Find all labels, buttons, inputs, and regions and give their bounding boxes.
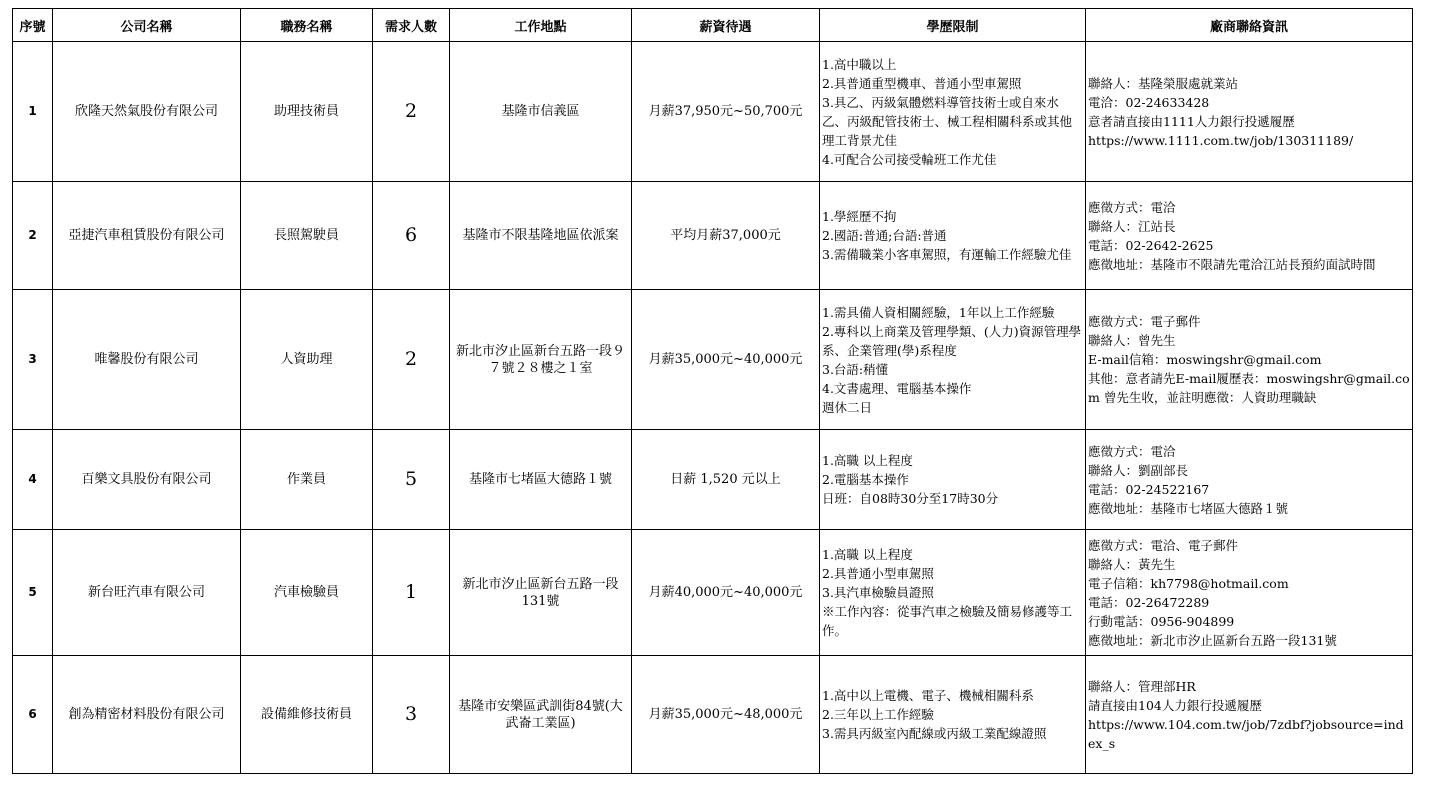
requirement-line: 1.高中以上電機、電子、機械相關科系 bbox=[822, 688, 1034, 703]
row-count: 2 bbox=[373, 42, 450, 182]
row-contact bbox=[1086, 656, 1413, 774]
row-salary: 月薪40,000元~40,000元 bbox=[632, 530, 820, 656]
requirement-line: 1.高中職以上 bbox=[822, 56, 897, 72]
row-salary: 月薪37,950元~50,700元 bbox=[632, 42, 820, 182]
requirement-line: 2.電腦基本操作 bbox=[822, 472, 909, 487]
requirement-line: 日班：自08時30分至17時30分 bbox=[822, 491, 999, 506]
contact-line: 應徵地址：基隆市不限請先電洽江站長預約面試時間 bbox=[1088, 256, 1376, 272]
row-seq: 3 bbox=[13, 290, 53, 430]
row-company: 欣隆天然氣股份有限公司 bbox=[53, 42, 241, 182]
header-title: 職務名稱 bbox=[241, 9, 373, 42]
requirement-line: 週休二日 bbox=[822, 399, 873, 415]
row-title: 汽車檢驗員 bbox=[241, 530, 373, 656]
contact-line: 應徵方式：電子郵件 bbox=[1088, 314, 1201, 329]
row-requirements bbox=[820, 182, 1086, 290]
row-contact bbox=[1086, 290, 1413, 430]
row-title: 長照駕駛員 bbox=[241, 182, 373, 290]
contact-line: 意者請直接由1111人力銀行投遞履歷 bbox=[1088, 113, 1295, 129]
job-table bbox=[12, 8, 1413, 774]
row-location: 新北市汐止區新台五路一段９７號２８樓之１室 bbox=[450, 290, 632, 430]
row-count: 5 bbox=[373, 430, 450, 530]
job-listing-sheet bbox=[12, 8, 1413, 774]
requirement-line: 2.具普通重型機車、普通小型車駕照 bbox=[822, 75, 1022, 91]
requirement-line: 4.可配合公司接受輪班工作尤佳 bbox=[822, 151, 997, 167]
contact-line: 電話：02-2642-2625 bbox=[1088, 237, 1214, 253]
contact-line: 應徵方式：電洽 bbox=[1088, 443, 1176, 459]
header-count: 需求人數 bbox=[373, 9, 450, 42]
contact-line: 應徵地址：新北市汐止區新台五路一段131號 bbox=[1088, 632, 1337, 648]
requirement-line: 2.專科以上商業及管理學類、(人力)資源管理學系、企業管理(學)系程度 bbox=[822, 323, 1082, 358]
row-title: 助理技術員 bbox=[241, 42, 373, 182]
table-row bbox=[13, 530, 1413, 656]
contact-url: https://www.104.com.tw/job/7zdbf?jobsource=index_s bbox=[1088, 716, 1404, 751]
contact-line: 聯絡人：基隆榮服處就業站 bbox=[1088, 75, 1239, 91]
row-requirements bbox=[820, 430, 1086, 530]
row-title: 設備維修技術員 bbox=[241, 656, 373, 774]
contact-email: 電子信箱：kh7798@hotmail.com bbox=[1088, 575, 1289, 591]
row-location: 基隆市信義區 bbox=[450, 42, 632, 182]
row-requirements bbox=[820, 656, 1086, 774]
row-requirements bbox=[820, 290, 1086, 430]
row-seq: 5 bbox=[13, 530, 53, 656]
row-location: 基隆市不限基隆地區依派案 bbox=[450, 182, 632, 290]
row-salary: 月薪35,000元~48,000元 bbox=[632, 656, 820, 774]
row-salary: 月薪35,000元~40,000元 bbox=[632, 290, 820, 430]
table-row bbox=[13, 656, 1413, 774]
requirement-line: 1.需具備人資相關經驗，1年以上工作經驗 bbox=[822, 304, 1055, 320]
row-title: 人資助理 bbox=[241, 290, 373, 430]
contact-line: 應徵方式：電洽 bbox=[1088, 199, 1176, 215]
row-count: 6 bbox=[373, 182, 450, 290]
row-seq: 1 bbox=[13, 42, 53, 182]
row-company: 創為精密材料股份有限公司 bbox=[53, 656, 241, 774]
row-contact bbox=[1086, 42, 1413, 182]
row-requirements bbox=[820, 530, 1086, 656]
table-row bbox=[13, 430, 1413, 530]
row-location: 基隆市七堵區大德路１號 bbox=[450, 430, 632, 530]
table-body bbox=[13, 42, 1413, 774]
contact-line: 聯絡人：黃先生 bbox=[1088, 556, 1176, 572]
row-seq: 4 bbox=[13, 430, 53, 530]
row-seq: 6 bbox=[13, 656, 53, 774]
row-company: 新台旺汽車有限公司 bbox=[53, 530, 241, 656]
requirement-line: 1.學經歷不拘 bbox=[822, 209, 897, 224]
row-count: 3 bbox=[373, 656, 450, 774]
contact-email: E-mail信箱：moswingshr@gmail.com bbox=[1088, 352, 1322, 367]
requirement-line: 3.台語:稍懂 bbox=[822, 361, 889, 377]
row-contact bbox=[1086, 530, 1413, 656]
requirement-line: 1.高職 以上程度 bbox=[822, 547, 913, 562]
row-requirements bbox=[820, 42, 1086, 182]
contact-line: 電話：02-26472289 bbox=[1088, 594, 1210, 610]
table-row bbox=[13, 290, 1413, 430]
requirement-line: 4.文書處理、電腦基本操作 bbox=[822, 380, 972, 396]
requirement-line: 3.具汽車檢驗員證照 bbox=[822, 585, 934, 600]
contact-line: 應徵地址：基隆市七堵區大德路１號 bbox=[1088, 500, 1289, 516]
table-header bbox=[13, 9, 1413, 42]
table-row bbox=[13, 42, 1413, 182]
row-salary: 平均月薪37,000元 bbox=[632, 182, 820, 290]
header-seq: 序號 bbox=[13, 9, 53, 42]
requirement-line: ※工作內容：從事汽車之檢驗及簡易修護等工作。 bbox=[822, 604, 1073, 638]
contact-line: 電話：02-24522167 bbox=[1088, 481, 1210, 497]
row-contact bbox=[1086, 430, 1413, 530]
table-row bbox=[13, 182, 1413, 290]
requirement-line: 3.需具丙級室內配線或丙級工業配線證照 bbox=[822, 726, 1047, 741]
header-row bbox=[13, 9, 1413, 42]
row-location: 新北市汐止區新台五路一段131號 bbox=[450, 530, 632, 656]
row-count: 1 bbox=[373, 530, 450, 656]
contact-line: 聯絡人：劉副部長 bbox=[1088, 462, 1189, 478]
row-title: 作業員 bbox=[241, 430, 373, 530]
contact-line: 應徵方式：電洽、電子郵件 bbox=[1088, 537, 1239, 553]
contact-line: 電洽：02-24633428 bbox=[1088, 94, 1210, 110]
row-count: 2 bbox=[373, 290, 450, 430]
contact-line: 聯絡人：江站長 bbox=[1088, 218, 1176, 234]
requirement-line: 3.需備職業小客車駕照，有運輸工作經驗尤佳 bbox=[822, 247, 1072, 262]
contact-line: 行動電話：0956-904899 bbox=[1088, 613, 1235, 629]
requirement-line: 3.具乙、丙級氣體燃料導管技術士或自來水乙、丙級配管技術士、械工程相關科系或其他理工背景尤佳 bbox=[822, 94, 1073, 148]
row-contact bbox=[1086, 182, 1413, 290]
row-salary: 日薪 1,520 元以上 bbox=[632, 430, 820, 530]
row-company: 唯馨股份有限公司 bbox=[53, 290, 241, 430]
row-location: 基隆市安樂區武訓街84號(大武崙工業區) bbox=[450, 656, 632, 774]
row-seq: 2 bbox=[13, 182, 53, 290]
requirement-line: 2.具普通小型車駕照 bbox=[822, 566, 934, 581]
header-location: 工作地點 bbox=[450, 9, 632, 42]
contact-url: https://www.1111.com.tw/job/130311189/ bbox=[1088, 132, 1354, 148]
contact-line: 聯絡人：曾先生 bbox=[1088, 333, 1176, 348]
contact-line: 其他：意者請先E-mail履歷表：moswingshr@gmail.com 曾先生收，並註明應徵：人資助理職缺 bbox=[1088, 371, 1410, 405]
header-company: 公司名稱 bbox=[53, 9, 241, 42]
requirement-line: 2.三年以上工作經驗 bbox=[822, 707, 934, 722]
header-contact: 廠商聯絡資訊 bbox=[1086, 9, 1413, 42]
requirement-line: 2.國語:普通;台語:普通 bbox=[822, 228, 947, 243]
row-company: 亞捷汽車租賃股份有限公司 bbox=[53, 182, 241, 290]
contact-line: 請直接由104人力銀行投遞履歷 bbox=[1088, 697, 1262, 713]
contact-line: 聯絡人：管理部HR bbox=[1088, 678, 1196, 694]
header-requirements: 學歷限制 bbox=[820, 9, 1086, 42]
header-salary: 薪資待遇 bbox=[632, 9, 820, 42]
requirement-line: 1.高職 以上程度 bbox=[822, 453, 913, 468]
row-company: 百樂文具股份有限公司 bbox=[53, 430, 241, 530]
